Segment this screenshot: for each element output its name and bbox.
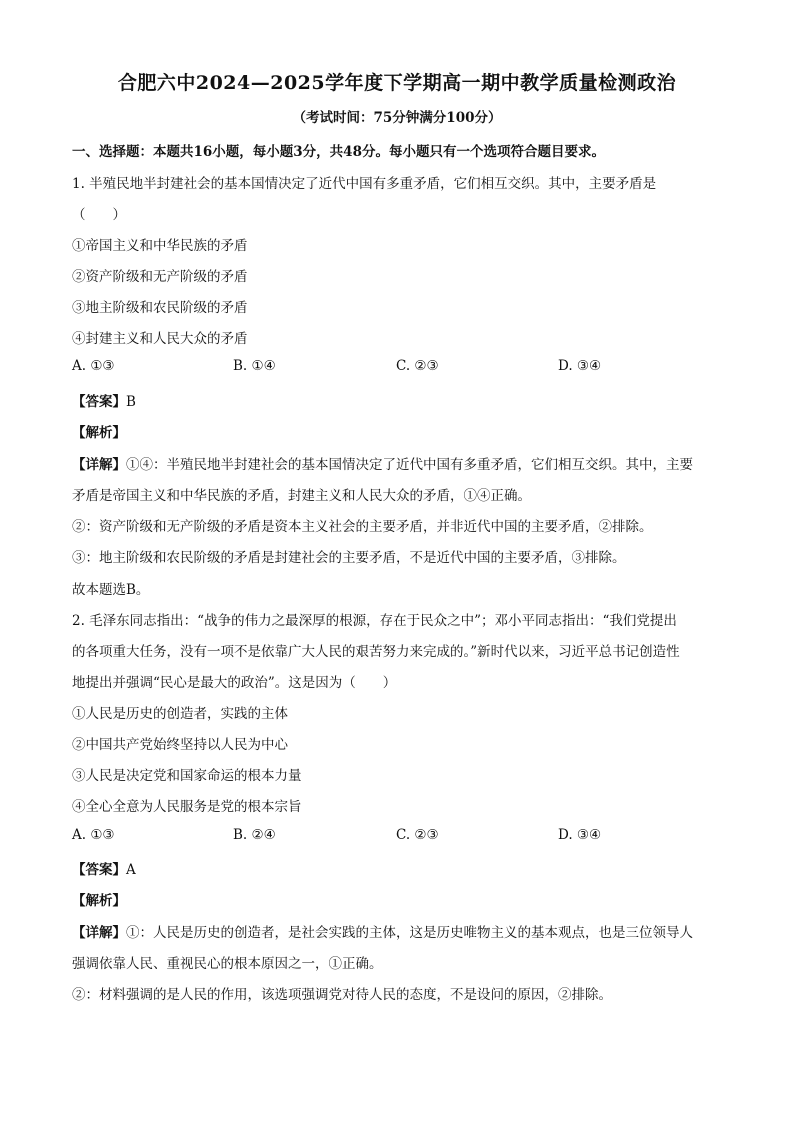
q1-item-1: ①帝国主义和中华民族的矛盾 bbox=[72, 238, 248, 254]
detail-tag: 【详解】 bbox=[72, 925, 126, 941]
q1-item-3: ③地主阶级和农民阶级的矛盾 bbox=[72, 300, 248, 316]
detail-text: ①：人民是历史的创造者，是社会实践的主体，这是历史唯物主义的基本观点，也是三位领导人 bbox=[126, 925, 693, 941]
q2-item-2: ②中国共产党始终坚持以人民为中心 bbox=[72, 737, 288, 753]
q2-item-3: ③人民是决定党和国家命运的根本力量 bbox=[72, 768, 302, 784]
detail-tag: 【详解】 bbox=[72, 457, 126, 473]
q1-item-2: ②资产阶级和无产阶级的矛盾 bbox=[72, 269, 248, 285]
q1-detail-line-2: 矛盾是帝国主义和中华民族的矛盾，封建主义和人民大众的矛盾，①④正确。 bbox=[72, 488, 531, 504]
q1-detail-line-1 bbox=[72, 453, 693, 473]
q2-analysis-tag bbox=[72, 889, 126, 909]
q2-detail-line-3: ②：材料强调的是人民的作用，该选项强调党对待人民的态度，不是设问的原因，②排除。 bbox=[72, 987, 612, 1003]
q2-answer bbox=[72, 858, 136, 878]
page-title: 合肥六中2024—2025学年度下学期高一期中教学质量检测政治 bbox=[117, 72, 677, 94]
q1-answer bbox=[72, 390, 136, 410]
q1-detail-line-5: 故本题选B。 bbox=[72, 582, 150, 598]
q1-item-4: ④封建主义和人民大众的矛盾 bbox=[72, 331, 248, 347]
q1-detail-line-4: ③：地主阶级和农民阶级的矛盾是封建社会的主要矛盾，不是近代中国的主要矛盾，③排除。 bbox=[72, 550, 626, 566]
q2-stem-line-3: 地提出并强调“民心是最大的政治”。这是因为（ ） bbox=[72, 675, 397, 691]
analysis-tag: 【解析】 bbox=[72, 425, 126, 441]
q2-stem-line-2: 的各项重大任务，没有一项不是依靠广大人民的艰苦努力来完成的。”新时代以来，习近平总书记创造性 bbox=[72, 644, 680, 660]
q1-option-d: D. ③④ bbox=[558, 358, 602, 374]
section-heading: 一、选择题：本题共16小题，每小题3分，共48分。每小题只有一个选项符合题目要求。 bbox=[72, 144, 605, 160]
q1-option-a: A. ①③ bbox=[72, 358, 115, 374]
answer-value: B bbox=[126, 394, 136, 410]
analysis-tag: 【解析】 bbox=[72, 893, 126, 909]
q1-option-c: C. ②③ bbox=[396, 358, 439, 374]
q2-option-c: C. ②③ bbox=[396, 827, 439, 843]
q2-option-d: D. ③④ bbox=[558, 827, 602, 843]
answer-tag: 【答案】 bbox=[72, 862, 126, 878]
detail-text: ①④：半殖民地半封建社会的基本国情决定了近代中国有多重矛盾，它们相互交织。其中，主要 bbox=[126, 457, 693, 473]
q1-blank: （ ） bbox=[72, 207, 126, 223]
q2-item-1: ①人民是历史的创造者，实践的主体 bbox=[72, 706, 288, 722]
answer-value: A bbox=[126, 862, 136, 878]
q2-stem-line-1: 2. 毛泽东同志指出：“战争的伟力之最深厚的根源，存在于民众之中”；邓小平同志指出：“我们党提出 bbox=[72, 613, 677, 629]
q2-detail-line-2: 强调依靠人民、重视民心的根本原因之一，①正确。 bbox=[72, 956, 383, 972]
answer-tag: 【答案】 bbox=[72, 394, 126, 410]
q1-stem: 1. 半殖民地半封建社会的基本国情决定了近代中国有多重矛盾，它们相互交织。其中，主要矛盾是 bbox=[72, 176, 657, 192]
q2-option-b: B. ②④ bbox=[233, 827, 276, 843]
q2-option-a: A. ①③ bbox=[72, 827, 115, 843]
q1-detail-line-3: ②：资产阶级和无产阶级的矛盾是资本主义社会的主要矛盾，并非近代中国的主要矛盾，②排除。 bbox=[72, 519, 653, 535]
q1-analysis-tag bbox=[72, 421, 126, 441]
q1-option-b: B. ①④ bbox=[233, 358, 276, 374]
q2-detail-line-1 bbox=[72, 921, 693, 941]
q2-item-4: ④全心全意为人民服务是党的根本宗旨 bbox=[72, 799, 302, 815]
exam-duration-subtitle: （考试时间：75分钟满分100分） bbox=[292, 110, 502, 126]
